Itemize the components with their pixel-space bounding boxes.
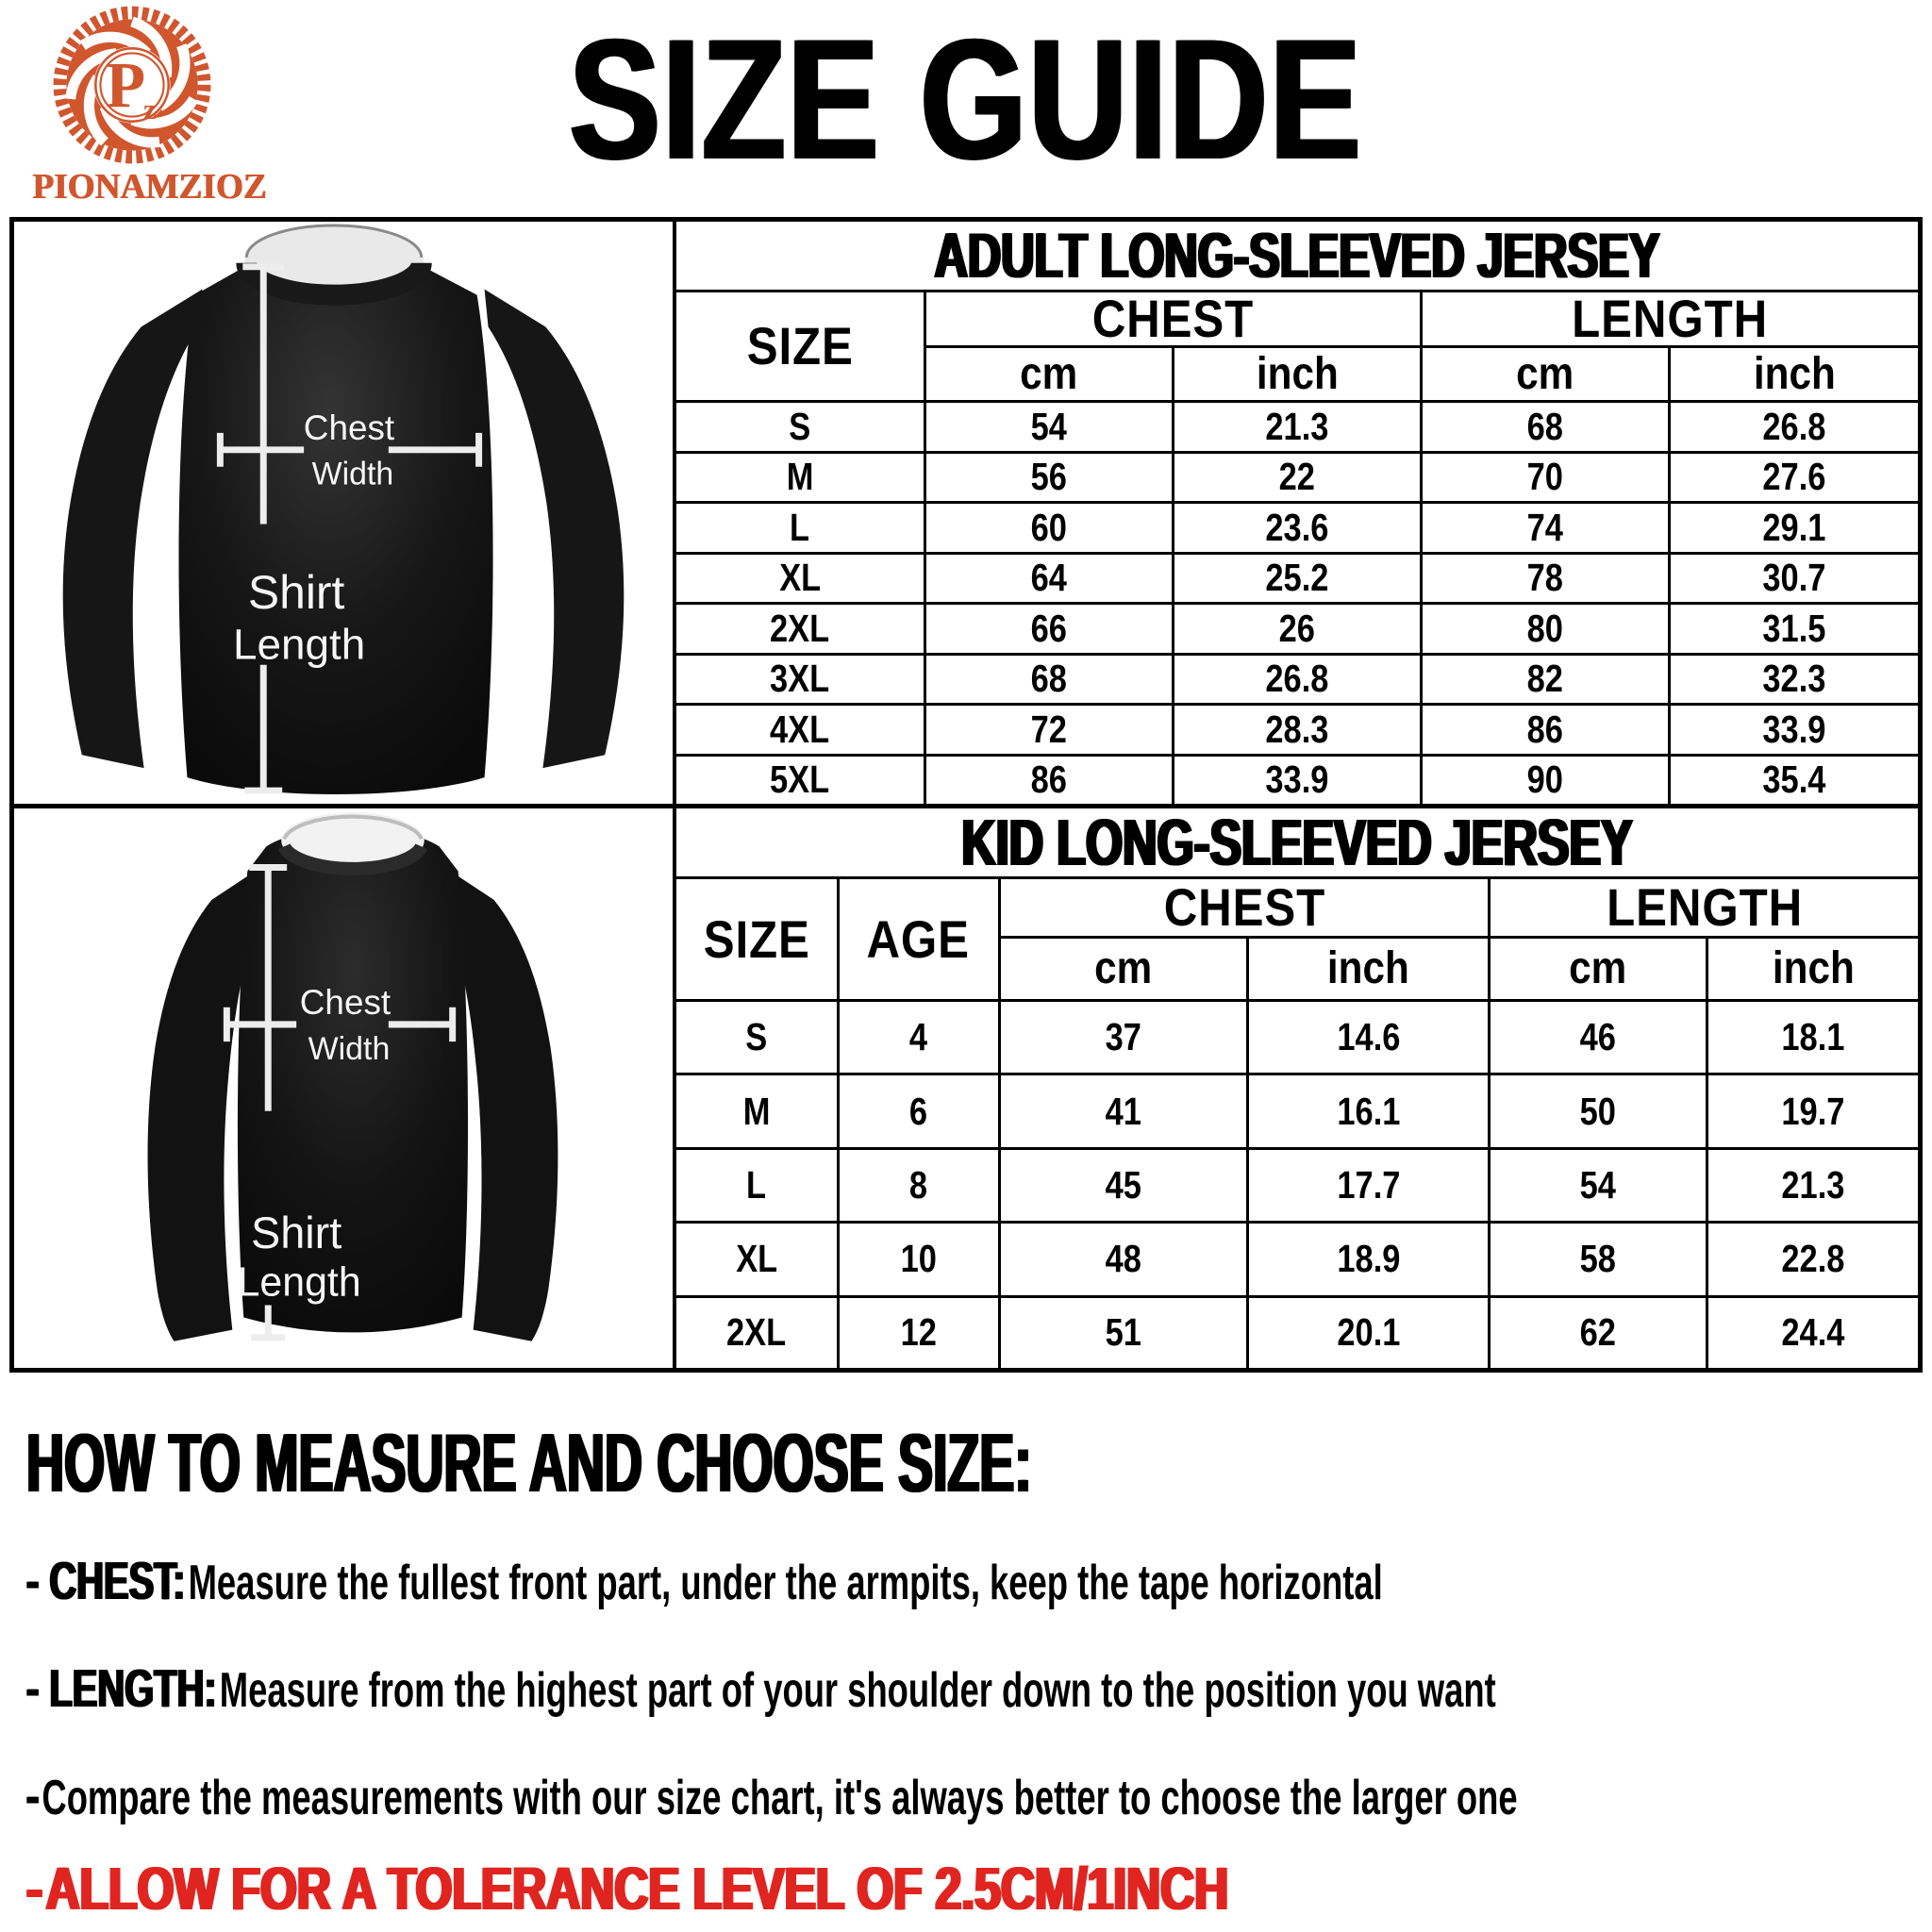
adult-table-cell: [676, 222, 1918, 808]
table-row: 3XL 68 26.8 82 32.3: [676, 654, 1918, 705]
instruction-tolerance-warning: - ALLOW FOR A TOLERANCE LEVEL OF 2.5CM/1INCH: [26, 1853, 1229, 1923]
instructions-heading: HOW TO MEASURE AND CHOOSE SIZE:: [26, 1416, 1032, 1509]
adult-size-table: ADULT LONG-SLEEVED JERSEY SIZE CHEST LENGTH cm inch cm inch S 54 21.3 68 26.8 M 56 22 70 27.6 L 60 23.6 74 29.1 XL 64 25.2 78 30.7 2XL 66 26 80 31.5 3XL 68 26.8 82 32.3 4XL 72 28.3 86 33.9 5XL 86 33.9 90 35.4: [676, 222, 1918, 804]
adult-shirt-diagram: [14, 222, 676, 808]
kid-size-table: KID LONG-SLEEVED JERSEY SIZE AGE CHEST LENGTH cm inch cm inch S 4 37 14.6 46 18.1 M 6 41 16.1 50 19.7 L 8 45 17.7 54 21.3 XL 10 48 18.9 58 22.8 2XL 12 51 20.1 62 24.4: [676, 808, 1918, 1368]
brand-name: PIONAMZIOZ: [32, 167, 267, 207]
table-row: L 8 45 17.7 54 21.3: [676, 1148, 1918, 1222]
table-row: 4XL 72 28.3 86 33.9: [676, 705, 1918, 756]
table-row: L 60 23.6 74 29.1: [676, 503, 1918, 554]
table-row: S 54 21.3 68 26.8: [676, 402, 1918, 453]
table-row: S 4 37 14.6 46 18.1: [676, 1001, 1918, 1074]
instruction-compare: - Compare the measurements with our size chart, it's always better to choose the larger one: [26, 1766, 1518, 1826]
kid-table-cell: [676, 808, 1918, 1368]
table-row: XL 10 48 18.9 58 22.8: [676, 1223, 1918, 1296]
shirt-length-label: Shirt: [247, 566, 345, 619]
svg-text:Width: Width: [311, 456, 394, 492]
instruction-length: - LENGTH: Measure from the highest part of your shoulder down to the position you want: [26, 1658, 1496, 1719]
kid-table-title: KID LONG-SLEEVED JERSEY: [676, 808, 1918, 878]
svg-text:Length: Length: [237, 1259, 361, 1306]
col-header-chest: CHEST: [924, 291, 1421, 347]
table-row: M 6 41 16.1 50 19.7: [676, 1074, 1918, 1148]
how-to-measure-section: [26, 1416, 1904, 1923]
col-header-age: AGE: [838, 878, 999, 1001]
table-row: 2XL 12 51 20.1 62 24.4: [676, 1296, 1918, 1368]
table-row: 5XL 86 33.9 90 35.4: [676, 755, 1918, 804]
adult-shirt-image: [14, 222, 673, 804]
kid-shirt-diagram: [14, 808, 676, 1368]
size-chart-panel: [9, 217, 1923, 1373]
adult-table-title: ADULT LONG-SLEEVED JERSEY: [676, 222, 1918, 291]
col-header-size: SIZE: [676, 878, 838, 1001]
col-header-length: LENGTH: [1490, 878, 1918, 938]
page-title: SIZE GUIDE: [569, 3, 1363, 195]
monogram-z: z: [142, 92, 157, 126]
chest-width-label: Chest: [299, 981, 391, 1022]
chest-width-label: Chest: [303, 408, 395, 447]
shirt-length-label: Shirt: [250, 1207, 342, 1257]
col-header-size: SIZE: [676, 291, 924, 402]
table-row: M 56 22 70 27.6: [676, 452, 1918, 503]
svg-text:Width: Width: [308, 1031, 391, 1068]
svg-text:Length: Length: [233, 620, 366, 669]
kid-shirt-image: [14, 808, 673, 1368]
table-row: 2XL 66 26 80 31.5: [676, 604, 1918, 655]
monogram-p: P: [105, 49, 145, 122]
instruction-chest: - CHEST: Measure the fullest front part, under the armpits, keep the tape horizontal: [26, 1551, 1383, 1611]
table-row: XL 64 25.2 78 30.7: [676, 553, 1918, 604]
col-header-length: LENGTH: [1422, 291, 1918, 347]
col-header-chest: CHEST: [999, 878, 1490, 938]
